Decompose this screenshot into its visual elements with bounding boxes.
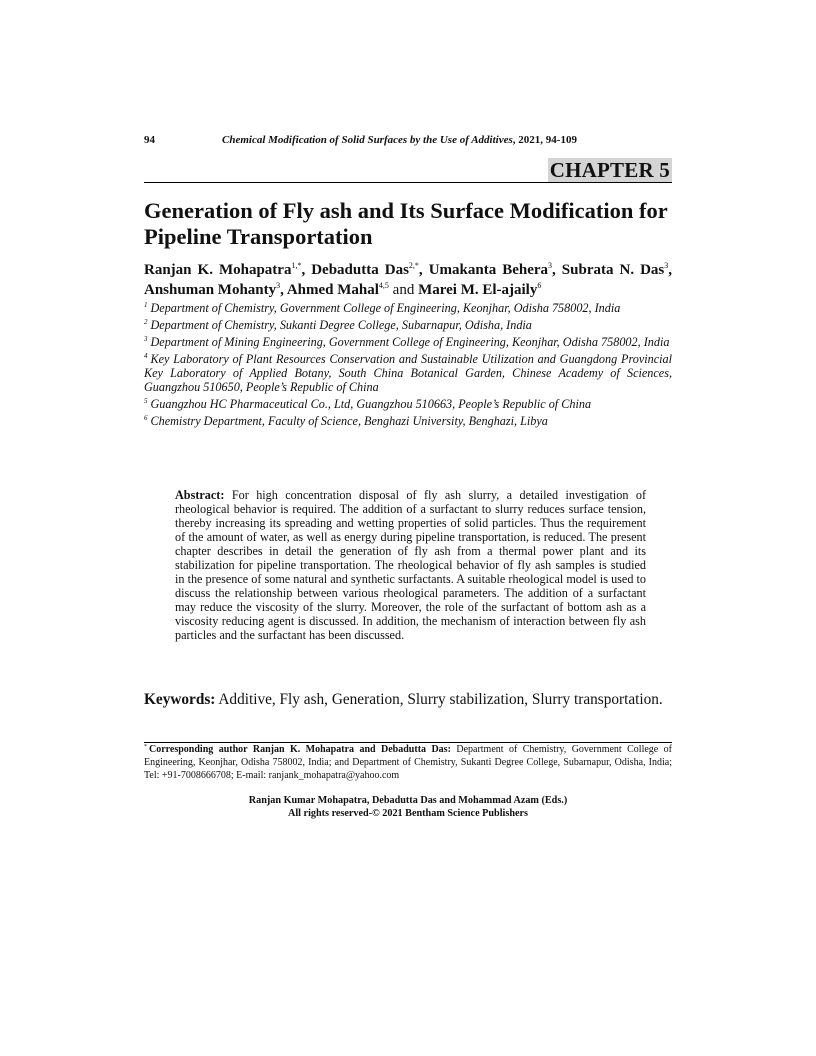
affiliation [144, 302, 672, 316]
author-separator: , [280, 282, 287, 298]
affiliation-text: Chemistry Department, Faculty of Science, Benghazi University, Benghazi, Libya [150, 414, 548, 429]
author-separator: , [301, 262, 312, 278]
abstract [175, 488, 646, 643]
author-name: Ahmed Mahal [286, 282, 379, 298]
copyright-line: All rights reserved-© 2021 Bentham Science Publishers [287, 807, 529, 819]
affiliation-text: Department of Chemistry, Sukanti Degree College, Subarnapur, Odisha, India [150, 318, 532, 333]
page-number: 94 [144, 134, 155, 146]
affiliation-number: 3 [144, 335, 148, 344]
author-name: Anshuman Mohanty [144, 282, 277, 298]
author-affiliation-marker: 3 [664, 261, 669, 270]
footnote-marker: * [144, 744, 147, 750]
affiliation-text: Department of Chemistry, Government College of Engineering, Keonjhar, Odisha 758002, India [150, 301, 621, 315]
affiliation [144, 353, 672, 394]
affiliation-text: Guangzhou HC Pharmaceutical Co., Ltd, Guangzhou 510663, People’s Republic of China [150, 396, 592, 411]
footnote-label: Corresponding author Ranjan K. Mohapatra and Debadutta Das: [149, 744, 451, 755]
affiliation [144, 415, 672, 429]
journal-citation [222, 133, 577, 147]
affiliation [144, 336, 672, 350]
author-affiliation-marker: 3 [548, 261, 553, 270]
affiliation-number: 1 [144, 301, 148, 309]
affiliation-list [144, 302, 672, 432]
affiliation [144, 319, 672, 333]
author-separator: , [418, 262, 429, 278]
editors-notice [144, 795, 672, 820]
journal-year-pages: , 2021, 94-109 [512, 134, 577, 146]
author-affiliation-marker: 4,5 [378, 281, 389, 290]
affiliation-number: 5 [144, 396, 148, 405]
author-name: Ranjan K. Mohapatra [144, 262, 292, 278]
affiliation-text: Key Laboratory of Plant Resources Conservation and Sustainable Utilization and Guangdong Provincial Key Laboratory of Applied Botany, South China Botanical Garden, Chinese Academy of Sciences, Guangzhou 510650, People’s Republic of China [144, 352, 672, 394]
author-list [144, 260, 672, 300]
editors-line: Ranjan Kumar Mohapatra, Debadutta Das and Mohammad Azam (Eds.) [248, 795, 568, 806]
journal-title: Chemical Modification of Solid Surfaces by the Use of Additives [222, 134, 513, 146]
affiliation-text: Department of Mining Engineering, Government College of Engineering, Keonjhar, Odisha 758002, India [150, 335, 670, 350]
affiliation-number: 4 [144, 352, 148, 361]
footnote [144, 744, 672, 782]
author-separator: , [552, 262, 562, 278]
keywords-label: Keywords: [144, 691, 216, 708]
footnote-text: Department of Chemistry, Government College of Engineering, Keonjhar, Odisha 758002, India; and Department of Chemistry, Sukanti Degree College, Subarnapur, Odisha, India; Tel: +91-7008666708; E-mail: ranjank_mohapatra@yahoo.com [144, 744, 672, 781]
abstract-label: Abstract: [175, 488, 225, 502]
author-separator: , [668, 262, 673, 278]
chapter-rule [144, 182, 672, 183]
affiliation [144, 398, 672, 412]
keywords [144, 690, 672, 709]
affiliation-number: 2 [144, 318, 148, 327]
footnote-rule [144, 742, 672, 743]
author-affiliation-marker: 3 [276, 281, 281, 290]
author-name: Debadutta Das [311, 262, 409, 278]
author-affiliation-marker: 6 [537, 281, 542, 290]
abstract-text: For high concentration disposal of fly ash slurry, a detailed investigation of rheological behavior is required. The addition of a surfactant to slurry reduces surface tension, thereby increasing its spreading and wetting properties of solid particles. Thus the requirement of the amount of water, as well as energy during pipeline transportation, is reduced. The present chapter describes in detail the generation of fly ash from a thermal power plant and its stabilization for pipeline transportation. The rheological behavior of fly ash samples is studied in the presence of some natural and synthetic surfactants. A suitable rheological model is used to discuss the relationship between various rheological parameters. The addition of a surfactant may reduce the viscosity of the slurry. Moreover, the role of the surfactant of bottom ash as a viscosity reducing agent is discussed. In addition, the mechanism of interaction between fly ash particles and the surfactant has been discussed. [175, 488, 647, 643]
author-affiliation-marker: 1,* [291, 261, 302, 270]
author-separator: and [388, 282, 419, 298]
affiliation-number: 6 [144, 414, 148, 423]
author-affiliation-marker: 2,* [408, 261, 419, 270]
keywords-text: Additive, Fly ash, Generation, Slurry stabilization, Slurry transportation. [218, 691, 663, 708]
chapter-label: CHAPTER 5 [549, 158, 670, 182]
author-name: Umakanta Behera [428, 262, 549, 278]
author-name: Subrata N. Das [561, 262, 665, 278]
author-name: Marei M. El-ajaily [418, 282, 538, 298]
paper-title: Generation of Fly ash and Its Surface Modification for Pipeline Transportation [144, 198, 668, 249]
